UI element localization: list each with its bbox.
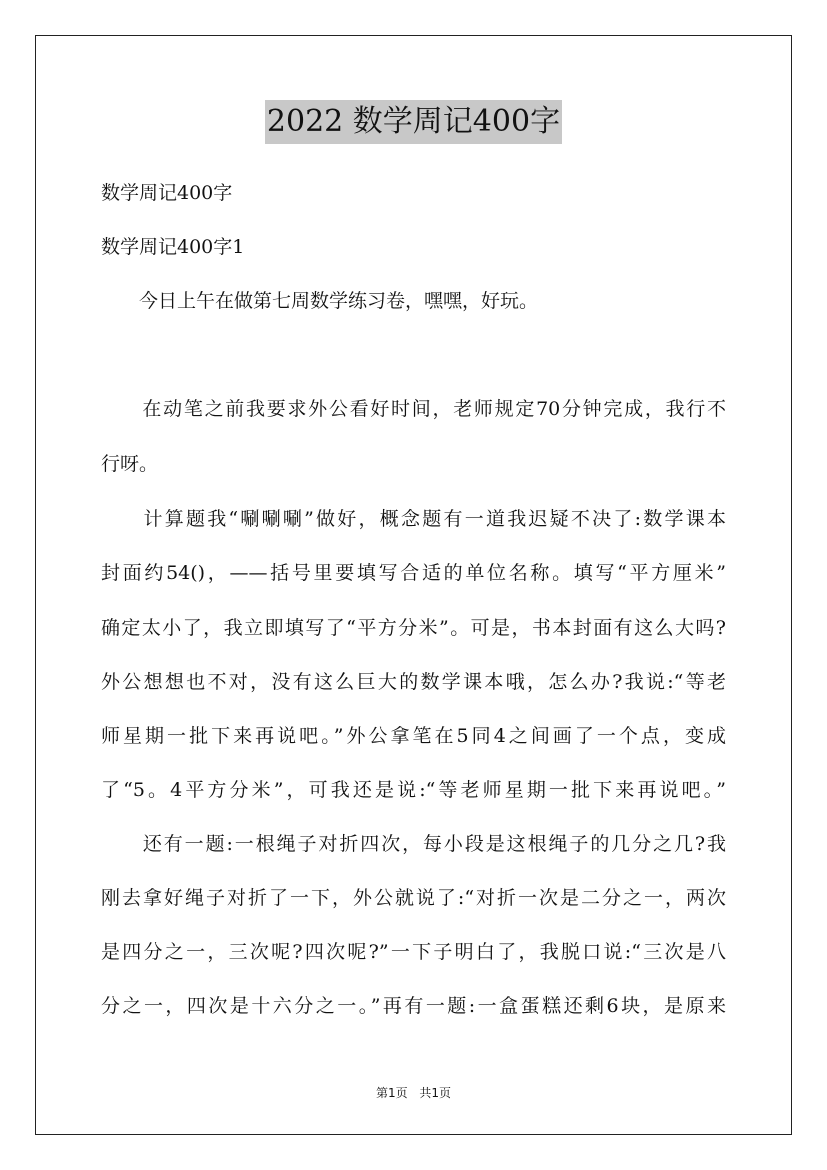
- paragraph-line: 今日上午在做第七周数学练习卷，嘿嘿，好玩。: [101, 290, 539, 312]
- page-number: 第1页: [375, 1086, 408, 1100]
- paragraph-line: 师星期一批下来再说吧。”外公拿笔在5同4之间画了一个点，变成: [101, 725, 726, 747]
- subheading-line: 数学周记400字1: [101, 236, 245, 258]
- paragraph-line: 了“5。4平方分米”，可我还是说:“等老师星期一批下来再说吧。”: [101, 779, 726, 801]
- paragraph-line: 行呀。: [101, 453, 159, 475]
- paragraph-line: 还有一题:一根绳子对折四次，每小段是这根绳子的几分之几?我: [101, 833, 726, 855]
- document-title: 2022 数学周记400字: [265, 100, 562, 144]
- paragraph-line: 计算题我“唰唰唰”做好，概念题有一道我迟疑不决了:数学课本: [101, 508, 726, 530]
- heading-line: 数学周记400字: [101, 182, 233, 204]
- page-footer: [0, 1085, 827, 1101]
- paragraph-line: 分之一，四次是十六分之一。”再有一题:一盒蛋糕还剩6块，是原来: [101, 995, 726, 1017]
- paragraph-line: 外公想想也不对，没有这么巨大的数学课本哦，怎么办?我说:“等老: [101, 671, 726, 693]
- page-total: 共1页: [419, 1086, 452, 1100]
- paragraph-line: 是四分之一，三次呢?四次呢?”一下子明白了，我脱口说:“三次是八: [101, 941, 726, 963]
- paragraph-line: 确定太小了，我立即填写了“平方分米”。可是，书本封面有这么大吗?: [101, 617, 726, 639]
- paragraph-line: 刚去拿好绳子对折了一下，外公就说了:“对折一次是二分之一，两次: [101, 887, 726, 909]
- paragraph-line: 封面约54()，——括号里要填写合适的单位名称。填写“平方厘米”: [101, 562, 726, 584]
- title-container: [0, 100, 827, 144]
- paragraph-line: 在动笔之前我要求外公看好时间，老师规定70分钟完成，我行不: [101, 398, 726, 420]
